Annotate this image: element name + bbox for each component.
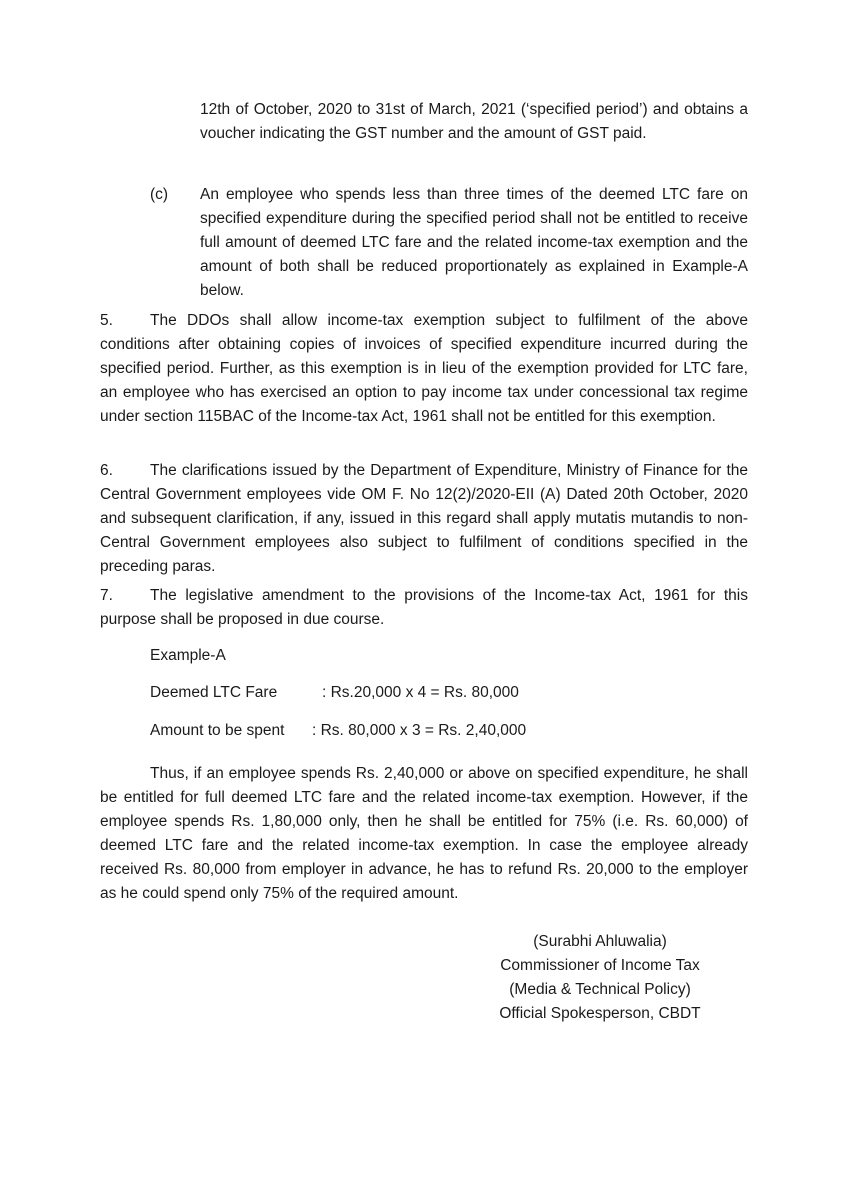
example-heading: Example-A	[150, 647, 226, 664]
clause-c-text: An employee who spends less than three times of the deemed LTC fare on specified expenditure during the specified period shall not be entitled to receive full amount of deemed LTC fare and the related income-tax exemption and the amount of both shall be reduced proportionately as explained in Example-A below.	[200, 186, 748, 299]
example-explanation: Thus, if an employee spends Rs. 2,40,000 or above on specified expenditure, he shall be entitled for full deemed LTC fare and the related income-tax exemption. However, if the employee spends Rs. 1,80,000 only, then he shall be entitled for 75% (i.e. Rs. 60,000) of deemed LTC fare and the related income-tax exemption. In case the employee already received Rs. 80,000 from employer in advance, he has to refund Rs. 20,000 to the employer as he could spend only 75% of the required amount.	[100, 765, 748, 902]
example-fare-label: Deemed LTC Fare	[150, 684, 278, 701]
paragraph-5-number: 5.	[100, 312, 113, 329]
example-fare-value: : Rs.20,000 x 4 = Rs. 80,000	[322, 684, 519, 701]
example-spend-label: Amount to be spent	[150, 722, 285, 739]
signatory-title: Commissioner of Income Tax	[500, 957, 700, 974]
paragraph-5	[100, 309, 748, 429]
example-spend-row	[150, 719, 526, 743]
paragraph-6-text: The clarifications issued by the Department of Expenditure, Ministry of Finance for the Central Government employees vide OM F. No 12(2)/2020-EII (A) Dated 20th October, 2020 and subsequent clarification, if any, issued in this regard shall apply mutatis mutandis to non-Central Government employees also subject to fulfilment of conditions specified in the preceding paras.	[100, 462, 748, 575]
signatory-department: (Media & Technical Policy)	[509, 981, 691, 998]
example-fare-row	[150, 681, 519, 705]
paragraph-7-text: The legislative amendment to the provisions of the Income-tax Act, 1961 for this purpose shall be proposed in due course.	[100, 587, 748, 628]
signature-block	[470, 930, 730, 1026]
example-spend-value: : Rs. 80,000 x 3 = Rs. 2,40,000	[312, 722, 527, 739]
paragraph-6-number: 6.	[100, 462, 113, 479]
paragraph-5-text: The DDOs shall allow income-tax exemption subject to fulfilment of the above conditions after obtaining copies of invoices of specified expenditure incurred during the specified period. Further, as this exemption is in lieu of the exemption provided for LTC fare, an employee who has exercised an option to pay income tax under concessional tax regime under section 115BAC of the Income-tax Act, 1961 shall not be entitled for this exemption.	[100, 312, 748, 425]
signatory-role: Official Spokesperson, CBDT	[499, 1005, 701, 1022]
signatory-name: (Surabhi Ahluwalia)	[533, 933, 667, 950]
paragraph-7-number: 7.	[100, 587, 113, 604]
paragraph-6	[100, 459, 748, 579]
clause-c-label: (c)	[150, 186, 169, 203]
paragraph-7	[100, 584, 748, 632]
clause-b-continuation: 12th of October, 2020 to 31st of March, 2021 (‘specified period’) and obtains a voucher indicating the GST number and the amount of GST paid.	[200, 101, 748, 142]
